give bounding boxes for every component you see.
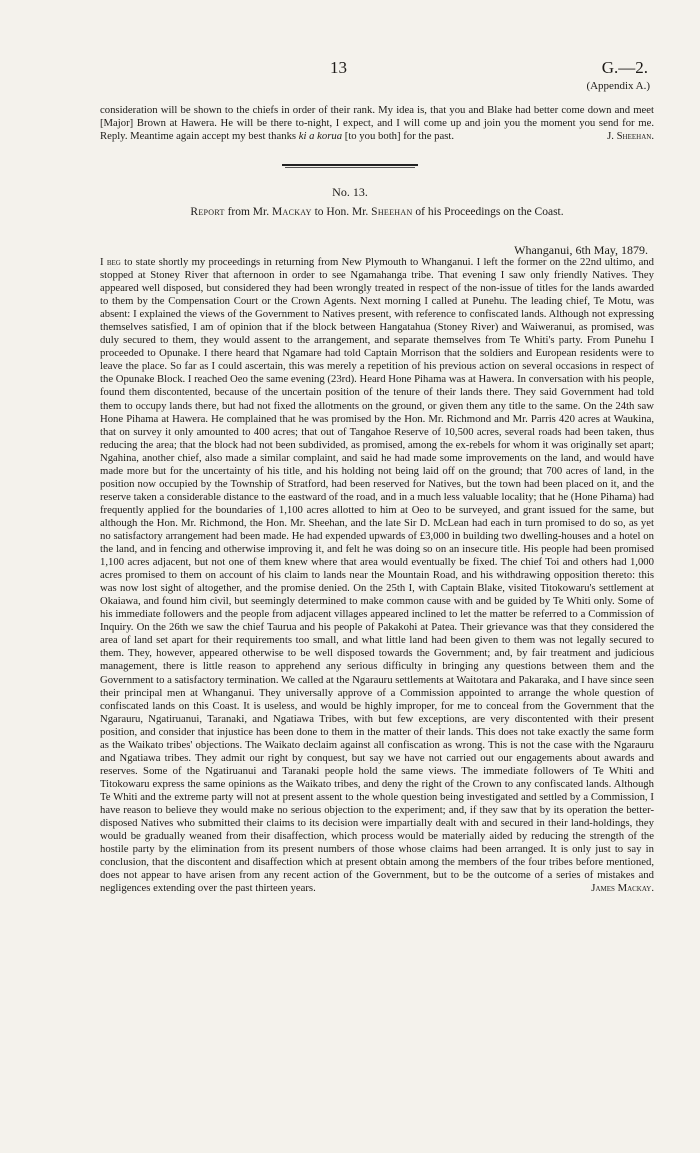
title-part2: from Mr. <box>224 206 272 218</box>
section-divider-inner <box>285 167 415 168</box>
top-letter-body: consideration will be shown to the chiefs in order of their rank. My idea is, that you and Blake had better come down and meet [Major] Brown at Hawera. He will be there to-night, I expect, and I will come up and join you the moment you send for me. Reply. Meantime again accept my best thanks <box>100 104 654 143</box>
document-number: No. 13. <box>332 185 368 199</box>
title-part3: to Hon. Mr. <box>311 206 372 218</box>
series-code: G.—2. <box>601 58 648 77</box>
report-text <box>100 256 654 895</box>
top-letter <box>100 104 654 143</box>
document-title <box>100 206 654 218</box>
page-number: 13 <box>330 58 347 77</box>
appendix-label: (Appendix A.) <box>586 80 650 92</box>
report-body <box>100 256 654 895</box>
title-report: Report <box>190 206 225 218</box>
report-signature: James Mackay. <box>591 882 654 895</box>
title-part4: of his Proceedings on the Coast. <box>412 206 564 218</box>
top-letter-last: [to you both] for the past. <box>342 130 454 143</box>
dateline: Whanganui, 6th May, 1879. <box>514 243 648 257</box>
title-name-sheehan: Sheehan <box>371 206 413 218</box>
section-divider <box>282 164 418 166</box>
report-body-text: to state shortly my proceedings in returning from New Plymouth to Whanganui. I left the former on the 22nd ultimo, and stopped at Stoney River that afternoon in order to see Ngamahanga tribe. That evening I saw only friendly Natives. They appeared well disposed, but considered they had been wrongly treated in respect of the non-issue of titles for the lands awarded to them by the Compensation Court or the Crown Agents. Next morning I called at Punehu. The leading chief, Te Motu, was absent: I explained the views of the Government to Natives present, with reference to confiscated lands. Although not expressing themselves satisfied, I am of opinion that if the block between Hangatahua (Stoney River) and Waiweranui, as promised, was duly secured to them, they would assent to the arrangement, and separate themselves from Te Whiti's party. From Punehu I proceeded to Opunake. I there heard that Ngamare had told Captain Morrison that the soldiers and European residents were to leave the place. So far as I could ascertain, this was merely a repetition of his previous action on several occasions in respect of the Opunake Block. I reached Oeo the same evening (23rd). Heard Hone Pihama was at Hawera. In conversation with his people, found them discontented, because of the uncertain position of the tenure of their lands there. They said Government had told them to occupy lands there, but had not fixed the allotments on the ground, or given them any title to the same. On the 24th saw Hone Pihama at Hawera. He complained that he was promised by the Hon. Mr. Richmond and Mr. Parris 420 acres at Waukina, that on survey it only amounted to 400 acres; that out of Tangahoe Reserve of 10,500 acres, several roads had been taken, thus reducing the area; that the block had not been subdivided, as promised, among the ex-rebels for whom it was originally set apart; Ngahina, another chief, also made a similar complaint, and said he had made some improvements on the land, and would have made more but for the uncertainty of his title, and his holding not being laid off on the ground; that 700 acres of land, in the position now occupied by the Township of Stratford, had been reserved for Natives, but the town had been placed on it, and the reserve taken a considerable distance to the eastward of the road, and in a much less valuable locality; that he (Hone Pihama) had frequently applied for the boundaries of 1,100 acres allotted to him at Oeo to be surveyed, and grant issued for the same, but although the Hon. Mr. Richmond, the Hon. Mr. Sheehan, and the late Sir D. McLean had each in turn promised to do so, as yet no satisfactory arrangement had been made. He had expended upwards of £3,000 in building two dwelling-houses and a hotel on the land, and in fencing and otherwise improving it, and felt he was doing so on an insecure title. His people had been promised 1,100 acres adjacent, but not one of them knew where that area would eventually be fixed. The chief Toi and others had 1,000 acres promised to them on account of his claim to lands near the Mountain Road, and his withdrawing opposition thereto: this was now lost sight of altogether, and the promise denied. On the 25th I, with Captain Blake, visited Titokowaru's settlement at Okaiawa, and found him civil, but seemingly determined to make common cause with and be guided by Te Whiti only. Some of his immediate followers and the people from adjacent villages appeared inclined to let the matter be referred to a Commission of Inquiry. On the 26th we saw the chief Taurua and his people of Pakakohi at Patea. Their grievance was that they considered the area of land set apart for their requirements too small, and what little land had been given to them was not legally secured to them. They, however, appeared otherwise to be well disposed towards the Government; and, by fair treatment and judicious management, there is little reason to apprehend any serious difficulty in bringing any questions between them and the Government to a satisfactory termination. We called at the Ngarauru settlements at Waitotara and Pakaraka, and I have since seen their principal men at Whanganui. They universally approve of a Commission appointed to arrange the whole question of confiscated lands on this Coast. It is useless, and would be highly improper, for me to conceal from the Government that the Ngarauru, Ngatiruanui, Taranaki, and Ngatiawa Tribes, with but few exceptions, are very discontented with their present position, and consider that injustice has been done to them in the matter of their lands. This does not take exactly the same form as the Waikato tribes' objections. The Waikato declaim against all confiscation as wrong. This is not the case with the Ngarauru and Ngatiawa tribes. They admit our right by conquest, but say we have not carried out our engagements about awards and reserves. Some of the Ngatiruanui and Taranaki people hold the same views. The immediate followers of Te Whiti and Titokowaru express the same opinions as the Waikato tribes, and deny the right of the Crown to any confiscated lands. Although Te Whiti and the extreme party will not at present assent to the whole question being investigated and settled by a Commission, I have reason to believe they would make no serious objection to the experiment; and, if they saw that by its operation the better-disposed Natives who submitted their claims to its decision were impartially dealt with and secured in their land-holdings, they would be gradually weaned from their disaffection, which process would be materially aided by reducing the strength of the hostile party by the elimination from its present numbers of those whose claims had been arranged. It is only just to say in conclusion, that the discontent and disaffection which at present obtain among the members of the four tribes before mentioned, does not appear to have arisen from any recent action of the Government, but to be the outcome of a series of mistakes and negligences extending over the past thirteen years. <box>100 256 655 895</box>
maori-phrase: ki a korua <box>298 130 343 143</box>
title-name-mackay: Mackay <box>271 206 312 218</box>
top-letter-signature: J. Sheehan. <box>607 130 654 143</box>
opening-words: I beg <box>100 256 121 268</box>
